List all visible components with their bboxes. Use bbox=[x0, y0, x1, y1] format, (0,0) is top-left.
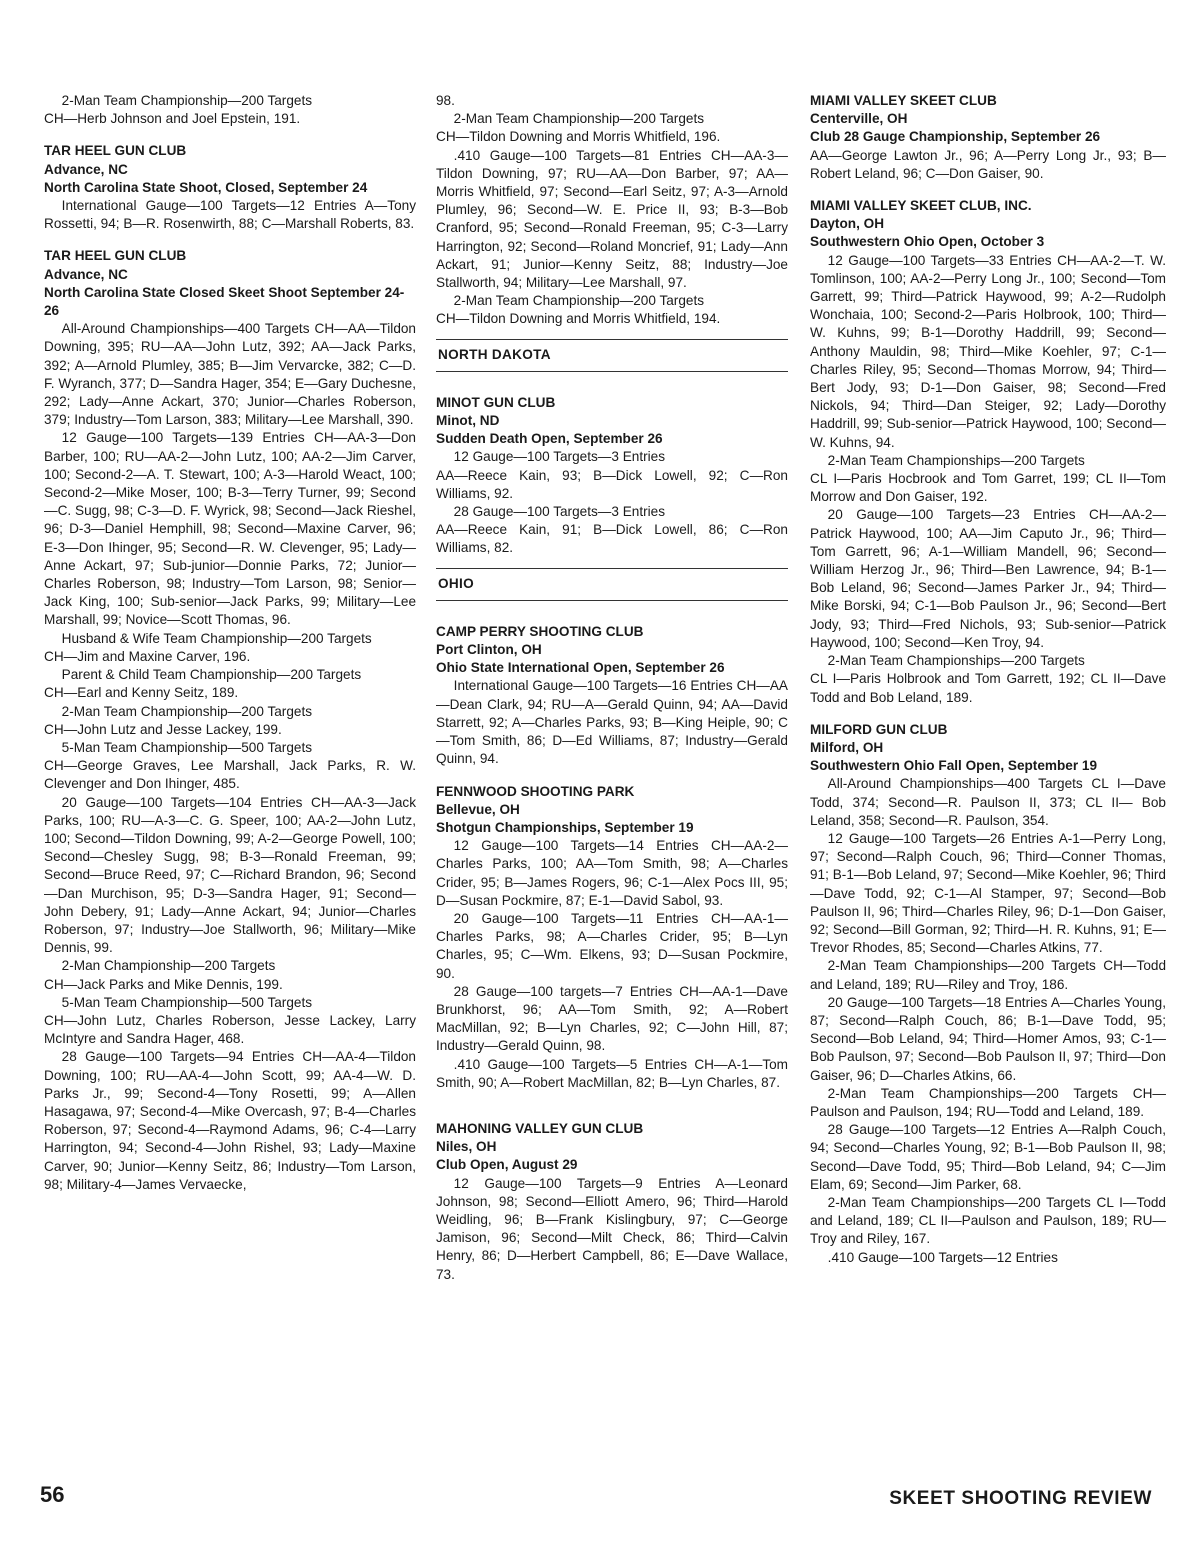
publication-title: SKEET SHOOTING REVIEW bbox=[889, 1488, 1152, 1509]
event-results: 5-Man Team Championship—500 Targets bbox=[61, 739, 313, 755]
club-heading: FENNWOOD SHOOTING PARK bbox=[436, 783, 635, 799]
club-heading: MIAMI VALLEY SKEET CLUB, INC. bbox=[810, 198, 1032, 214]
event-results: 12 Gauge—100 Targets—3 Entries bbox=[453, 449, 666, 465]
spacer bbox=[810, 183, 1166, 197]
results-text: CH—John Lutz, Charles Roberson, Jesse Lackey, Larry McIntyre and Sandra Hager, 468. bbox=[44, 1012, 416, 1047]
event-results: International Gauge—100 Targets—12 Entries A—Tony Rossetti, 94; B—R. Rosenwirth, 88; C—Marshall Roberts, 83. bbox=[44, 198, 416, 232]
event-results: 28 Gauge—100 Targets—3 Entries bbox=[453, 504, 666, 520]
results-text: CL I—Paris Hocbrook and Tom Garret, 199; CL II—Tom Morrow and Don Gaiser, 192. bbox=[810, 471, 1166, 505]
column-left bbox=[44, 92, 416, 1194]
event-results: Husband & Wife Team Championship—200 Targets bbox=[61, 630, 372, 646]
club-heading: Dayton, OH bbox=[810, 216, 885, 232]
club-heading: Southwestern Ohio Open, October 3 bbox=[810, 234, 1045, 250]
club-heading: Bellevue, OH bbox=[436, 801, 520, 817]
club-heading: Advance, NC bbox=[44, 161, 128, 177]
club-heading: Club Open, August 29 bbox=[436, 1157, 578, 1173]
club-heading: MILFORD GUN CLUB bbox=[810, 721, 948, 737]
event-results: 2-Man Team Championships—200 Targets CL I—Todd and Leland, 189; CL II—Paulson and Paulson, 189; RU—Troy and Riley, 167. bbox=[810, 1194, 1166, 1247]
event-results: 2-Man Team Championships—200 Targets bbox=[827, 452, 1085, 468]
event-results: .410 Gauge—100 Targets—12 Entries bbox=[827, 1249, 1058, 1265]
spacer bbox=[436, 1092, 788, 1106]
event-results: 12 Gauge—100 Targets—9 Entries A—Leonard Johnson, 98; Second—Elliott Amero, 96; Third—Harold Weidling, 96; B—Frank Kislingbury, 97; C—George Jamison, 96; Second—Milt Check, 86; Third—Calvin Henry, 86; D—Herbert Campbell, 86; E—Dave Wallace, 73. bbox=[436, 1175, 788, 1282]
club-heading: Southwestern Ohio Fall Open, September 19 bbox=[810, 758, 1098, 774]
event-results: 2-Man Team Championship—200 Targets bbox=[61, 93, 313, 108]
club-heading: Milford, OH bbox=[810, 739, 884, 755]
event-results: Parent & Child Team Championship—200 Targets bbox=[61, 667, 362, 683]
club-heading: Minot, ND bbox=[436, 413, 500, 429]
spacer bbox=[436, 1106, 788, 1120]
club-heading: Shotgun Championships, September 19 bbox=[436, 819, 694, 835]
event-results: 2-Man Team Championships—200 Targets CH—Paulson and Paulson, 194; RU—Todd and Leland, 189. bbox=[810, 1085, 1166, 1119]
state-section-header: OHIO bbox=[436, 568, 788, 601]
results-text: CH—Earl and Kenny Seitz, 189. bbox=[44, 685, 239, 701]
column-right bbox=[810, 92, 1166, 1267]
results-text: CH—Tildon Downing and Morris Whitfield, 194. bbox=[436, 311, 721, 327]
event-results: 20 Gauge—100 Targets—11 Entries CH—AA-1—Charles Parks, 98; A—Charles Crider, 95; B—Lyn Charles, 95; C—Wm. Elkens, 93; D—Susan Pockmire, 90. bbox=[436, 910, 788, 981]
spacer bbox=[44, 233, 416, 247]
results-text: CH—John Lutz and Jesse Lackey, 199. bbox=[44, 721, 282, 737]
results-text: AA—Reece Kain, 93; B—Dick Lowell, 92; C—Ron Williams, 92. bbox=[436, 467, 788, 501]
club-heading: CAMP PERRY SHOOTING CLUB bbox=[436, 623, 644, 639]
event-results: 12 Gauge—100 Targets—33 Entries CH—AA-2—T. W. Tomlinson, 100; AA-2—Perry Long Jr., 100; Second—Tom Garrett, 99; Third—Patrick Haywood, 99; A-2—Rudolph Wonchaia, 100; Second-2—Paris Holbrook, 100; Third—W. Kuhns, 99; B-1—Dorothy Haddrill, 99; Second—Anthony Mauldin, 98; Third—Mike Koehler, 97; C-1—Charles Riley, 95; Second—Thomas Morrow, 94; Third—Bert Jody, 93; D-1—Don Gaiser, 98; Second—Fred Nickols, 94; Third—Dan Steiger, 92; Lady—Dorothy Haddrill, 99; Sub-senior—Patrick Haywood, 100; Second—W. Kuhns, 94. bbox=[810, 252, 1166, 450]
results-text: AA—Reece Kain, 91; B—Dick Lowell, 86; C—Ron Williams, 82. bbox=[436, 522, 788, 556]
event-results: 2-Man Team Championship—200 Targets bbox=[453, 111, 705, 127]
event-results: 20 Gauge—100 Targets—23 Entries CH—AA-2—Patrick Haywood, 100; AA—Jim Caputo Jr., 96; Third—Tom Garrett, 96; A-1—William Mandell, 96; Second—William Herzog Jr., 96; Third—Ben Lawrence, 94; B-1—Bob Leland, 96; Second—James Parker Jr., 94; Third—Mike Borski, 94; C-1—Bob Paulson Jr., 96; Second—Bert Jody, 93; Third—Fred Nichols, 93; Sub-senior—Patrick Haywood, 100; Second—Ken Troy, 94. bbox=[810, 507, 1166, 650]
club-heading: Club 28 Gauge Championship, September 26 bbox=[810, 129, 1101, 145]
event-results: 12 Gauge—100 Targets—139 Entries CH—AA-3—Don Barber, 100; RU—AA-2—John Lutz, 100; AA-2—Jim Carver, 100; Second-2—A. T. Stewart, 100; A-3—Harold Weact, 100; Second-2—Mike Moser, 100; B-3—Terry Turner, 99; Second—C. Sugg, 98; C-3—D. F. Wyrick, 98; Second—Jack Rieshel, 96; D-3—Daniel Hemphill, 98; Second—Maxine Carver, 96; E-3—Don Ihinger, 95; Second—R. W. Clevenger, 95; Lady—Anne Ackart, 97; Sub-junior—Donnie Parks, 72; Junior—Charles Roberson, 98; Industry—Tom Larson, 98; Senior—Jack King, 100; Sub-senior—Jack Parks, 99; Military—Lee Marshall, 99; Novice—Scott Thomas, 96. bbox=[44, 430, 416, 628]
club-heading: TAR HEEL GUN CLUB bbox=[44, 248, 187, 264]
event-results: 28 Gauge—100 Targets—94 Entries CH—AA-4—Tildon Downing, 100; RU—AA-4—John Scott, 99; AA-4—W. D. Parks Jr., 99; Second-4—Tony Rosetti, 99; A—Allen Hasagawa, 97; Second-4—Mike Overcash, 97; B-4—Charles Roberson, 97; Second-4—Raymond Adams, 96; C-4—Larry Harrington, 94; Second-4—John Rishel, 93; Lady—Maxine Carver, 90; Junior—Kenny Seitz, 86; Industry—Tom Larson, 98; Military-4—James Vervaecke, bbox=[44, 1049, 416, 1192]
event-results: 5-Man Team Championship—500 Targets bbox=[61, 994, 313, 1010]
club-heading: Centerville, OH bbox=[810, 111, 908, 127]
event-results: 2-Man Championship—200 Targets bbox=[61, 958, 276, 974]
event-results: 20 Gauge—100 Targets—104 Entries CH—AA-3—Jack Parks, 100; RU—A-3—C. G. Speer, 100; AA-2—John Lutz, 100; Second—Tildon Downing, 99; A-2—George Powell, 100; Second—Chesley Sugg, 98; B-3—Ronald Freeman, 99; Second—Bruce Reed, 97; C—Richard Brandon, 96; Second—Dan Murchison, 95; D-3—Sandra Hager, 91; Second—John Debery, 91; Lady—Anne Ackart, 94; Junior—Charles Roberson, 97; Industry—Joe Stallworth, 96; Military—Mike Dennis, 99. bbox=[44, 794, 416, 956]
club-heading: Niles, OH bbox=[436, 1139, 497, 1155]
club-heading: North Carolina State Shoot, Closed, September 24 bbox=[44, 179, 368, 195]
club-heading: North Carolina State Closed Skeet Shoot September 24-26 bbox=[44, 284, 405, 319]
club-heading: Ohio State International Open, September 26 bbox=[436, 660, 725, 676]
event-results: All-Around Championships—400 Targets CL I—Dave Todd, 374; Second—R. Paulson II, 373; CL II— Bob Leland, 358; Second—R. Paulson, 354. bbox=[810, 776, 1166, 828]
results-text: CH—George Graves, Lee Marshall, Jack Parks, R. W. Clevenger and Don Ihinger, 485. bbox=[44, 758, 416, 792]
club-heading: MIAMI VALLEY SKEET CLUB bbox=[810, 93, 997, 108]
event-results: 2-Man Team Championship—200 Targets bbox=[61, 703, 313, 719]
results-text: CH—Jim and Maxine Carver, 196. bbox=[44, 648, 251, 664]
event-results: 12 Gauge—100 Targets—26 Entries A-1—Perry Long, 97; Second—Ralph Couch, 96; Third—Conner Thomas, 91; B-1—Bob Leland, 97; Second—Mike Koehler, 96; Third—Dave Todd, 92; C-1—Al Stamper, 97; Second—Bob Paulson II, 96; Third—Charles Riley, 96; D-1—Don Gaiser, 92; Second—Bill Gorman, 92; Third—H. R. Kuhns, 91; E—Trevor Rhodes, 85; Second—Charles Atkins, 77. bbox=[810, 830, 1166, 956]
column-middle bbox=[436, 92, 788, 1284]
event-results: .410 Gauge—100 Targets—5 Entries CH—A-1—Tom Smith, 90; A—Robert MacMillan, 82; B—Lyn Charles, 87. bbox=[436, 1056, 788, 1090]
event-results: 20 Gauge—100 Targets—18 Entries A—Charles Young, 87; Second—Ralph Couch, 86; B-1—Dave Todd, 95; Second—Bob Leland, 94; Third—Homer Amos, 93; C-1—Bob Paulson, 97; Second—Bob Paulson II, 97; Third—Don Gaiser, 96; D—Charles Atkins, 66. bbox=[810, 994, 1166, 1083]
club-heading: Sudden Death Open, September 26 bbox=[436, 431, 663, 447]
event-results: International Gauge—100 Targets—16 Entries CH—AA—Dean Clark, 94; RU—A—Gerald Quinn, 94; AA—David Starrett, 92; A—Charles Parks, 93; B—King Heiple, 90; C—Tom Smith, 86; D—Ed Williams, 87; Industry—Gerald Quinn, 94. bbox=[436, 678, 788, 767]
results-text: CL I—Paris Holbrook and Tom Garrett, 192; CL II—Dave Todd and Bob Leland, 189. bbox=[810, 671, 1166, 705]
event-results: All-Around Championships—400 Targets CH—AA—Tildon Downing, 395; RU—AA—John Lutz, 392; AA—Jack Parks, 392; A—Arnold Plumley, 385; B—Jim Vervarcke, 382; C—D. F. Wyranch, 377; D—Sandra Hager, 354; E—Gary Duchesne, 292; Lady—Anne Ackart, 370; Junior—Charles Roberson, 379; Industry—Tom Larson, 383; Military—Lee Marshall, 390. bbox=[44, 321, 416, 428]
spacer bbox=[44, 128, 416, 142]
event-results: 2-Man Team Championships—200 Targets bbox=[827, 653, 1085, 669]
event-results: 12 Gauge—100 Targets—14 Entries CH—AA-2—Charles Parks, 100; AA—Tom Smith, 98; A—Charles Crider, 95; B—James Rogers, 96; C-1—Alex Pocs III, 95; D—Susan Pockmire, 87; E-1—David Sabol, 93. bbox=[436, 838, 788, 908]
club-heading: MAHONING VALLEY GUN CLUB bbox=[436, 1120, 644, 1136]
results-text: AA—George Lawton Jr., 96; A—Perry Long Jr., 93; B—Robert Leland, 96; C—Don Gaiser, 90. bbox=[810, 147, 1166, 181]
results-text: CH—Herb Johnson and Joel Epstein, 191. bbox=[44, 111, 301, 127]
club-heading: MINOT GUN CLUB bbox=[436, 394, 556, 410]
results-text: CH—Jack Parks and Mike Dennis, 199. bbox=[44, 976, 283, 992]
page-number: 56 bbox=[40, 1482, 65, 1507]
event-results: 2-Man Team Championships—200 Targets CH—Todd and Leland, 189; RU—Riley and Troy, 186. bbox=[810, 958, 1166, 992]
club-heading: Advance, NC bbox=[44, 266, 128, 282]
spacer bbox=[810, 707, 1166, 721]
results-text: 98. bbox=[436, 93, 455, 108]
results-text: CH—Tildon Downing and Morris Whitfield, 196. bbox=[436, 129, 721, 145]
event-results: .410 Gauge—100 Targets—81 Entries CH—AA-3—Tildon Downing, 97; RU—AA—Don Barber, 97; AA—Morris Whitfield, 97; Second—Earl Seitz, 97; A-3—Arnold Plumley, 96; Second—W. E. Price II, 93; B-3—Bob Cranford, 95; Second—Ronald Freeman, 95; C-3—Larry Harrington, 92; Second—Roland Moncrief, 91; Lady—Ann Ackart, 91; Junior—Kenny Seitz, 88; Industry—Joe Stallworth, 94; Military—Lee Marshall, 97. bbox=[436, 147, 788, 291]
spacer bbox=[436, 769, 788, 783]
event-results: 28 Gauge—100 Targets—12 Entries A—Ralph Couch, 94; Second—Charles Young, 92; B-1—Bob Paulson II, 98; Second—Dave Todd, 95; Third—Bob Leland, 94; C—Jim Elam, 69; Second—Jim Parker, 68. bbox=[810, 1122, 1166, 1192]
state-section-header: NORTH DAKOTA bbox=[436, 339, 788, 372]
event-results: 2-Man Team Championship—200 Targets bbox=[453, 293, 705, 309]
club-heading: TAR HEEL GUN CLUB bbox=[44, 143, 187, 159]
club-heading: Port Clinton, OH bbox=[436, 642, 542, 658]
event-results: 28 Gauge—100 targets—7 Entries CH—AA-1—Dave Brunkhorst, 96; AA—Tom Smith, 92; A—Robert MacMillan, 92; B—Lyn Charles, 92; C—John Hill, 87; Industry—Gerald Quinn, 98. bbox=[436, 983, 788, 1054]
